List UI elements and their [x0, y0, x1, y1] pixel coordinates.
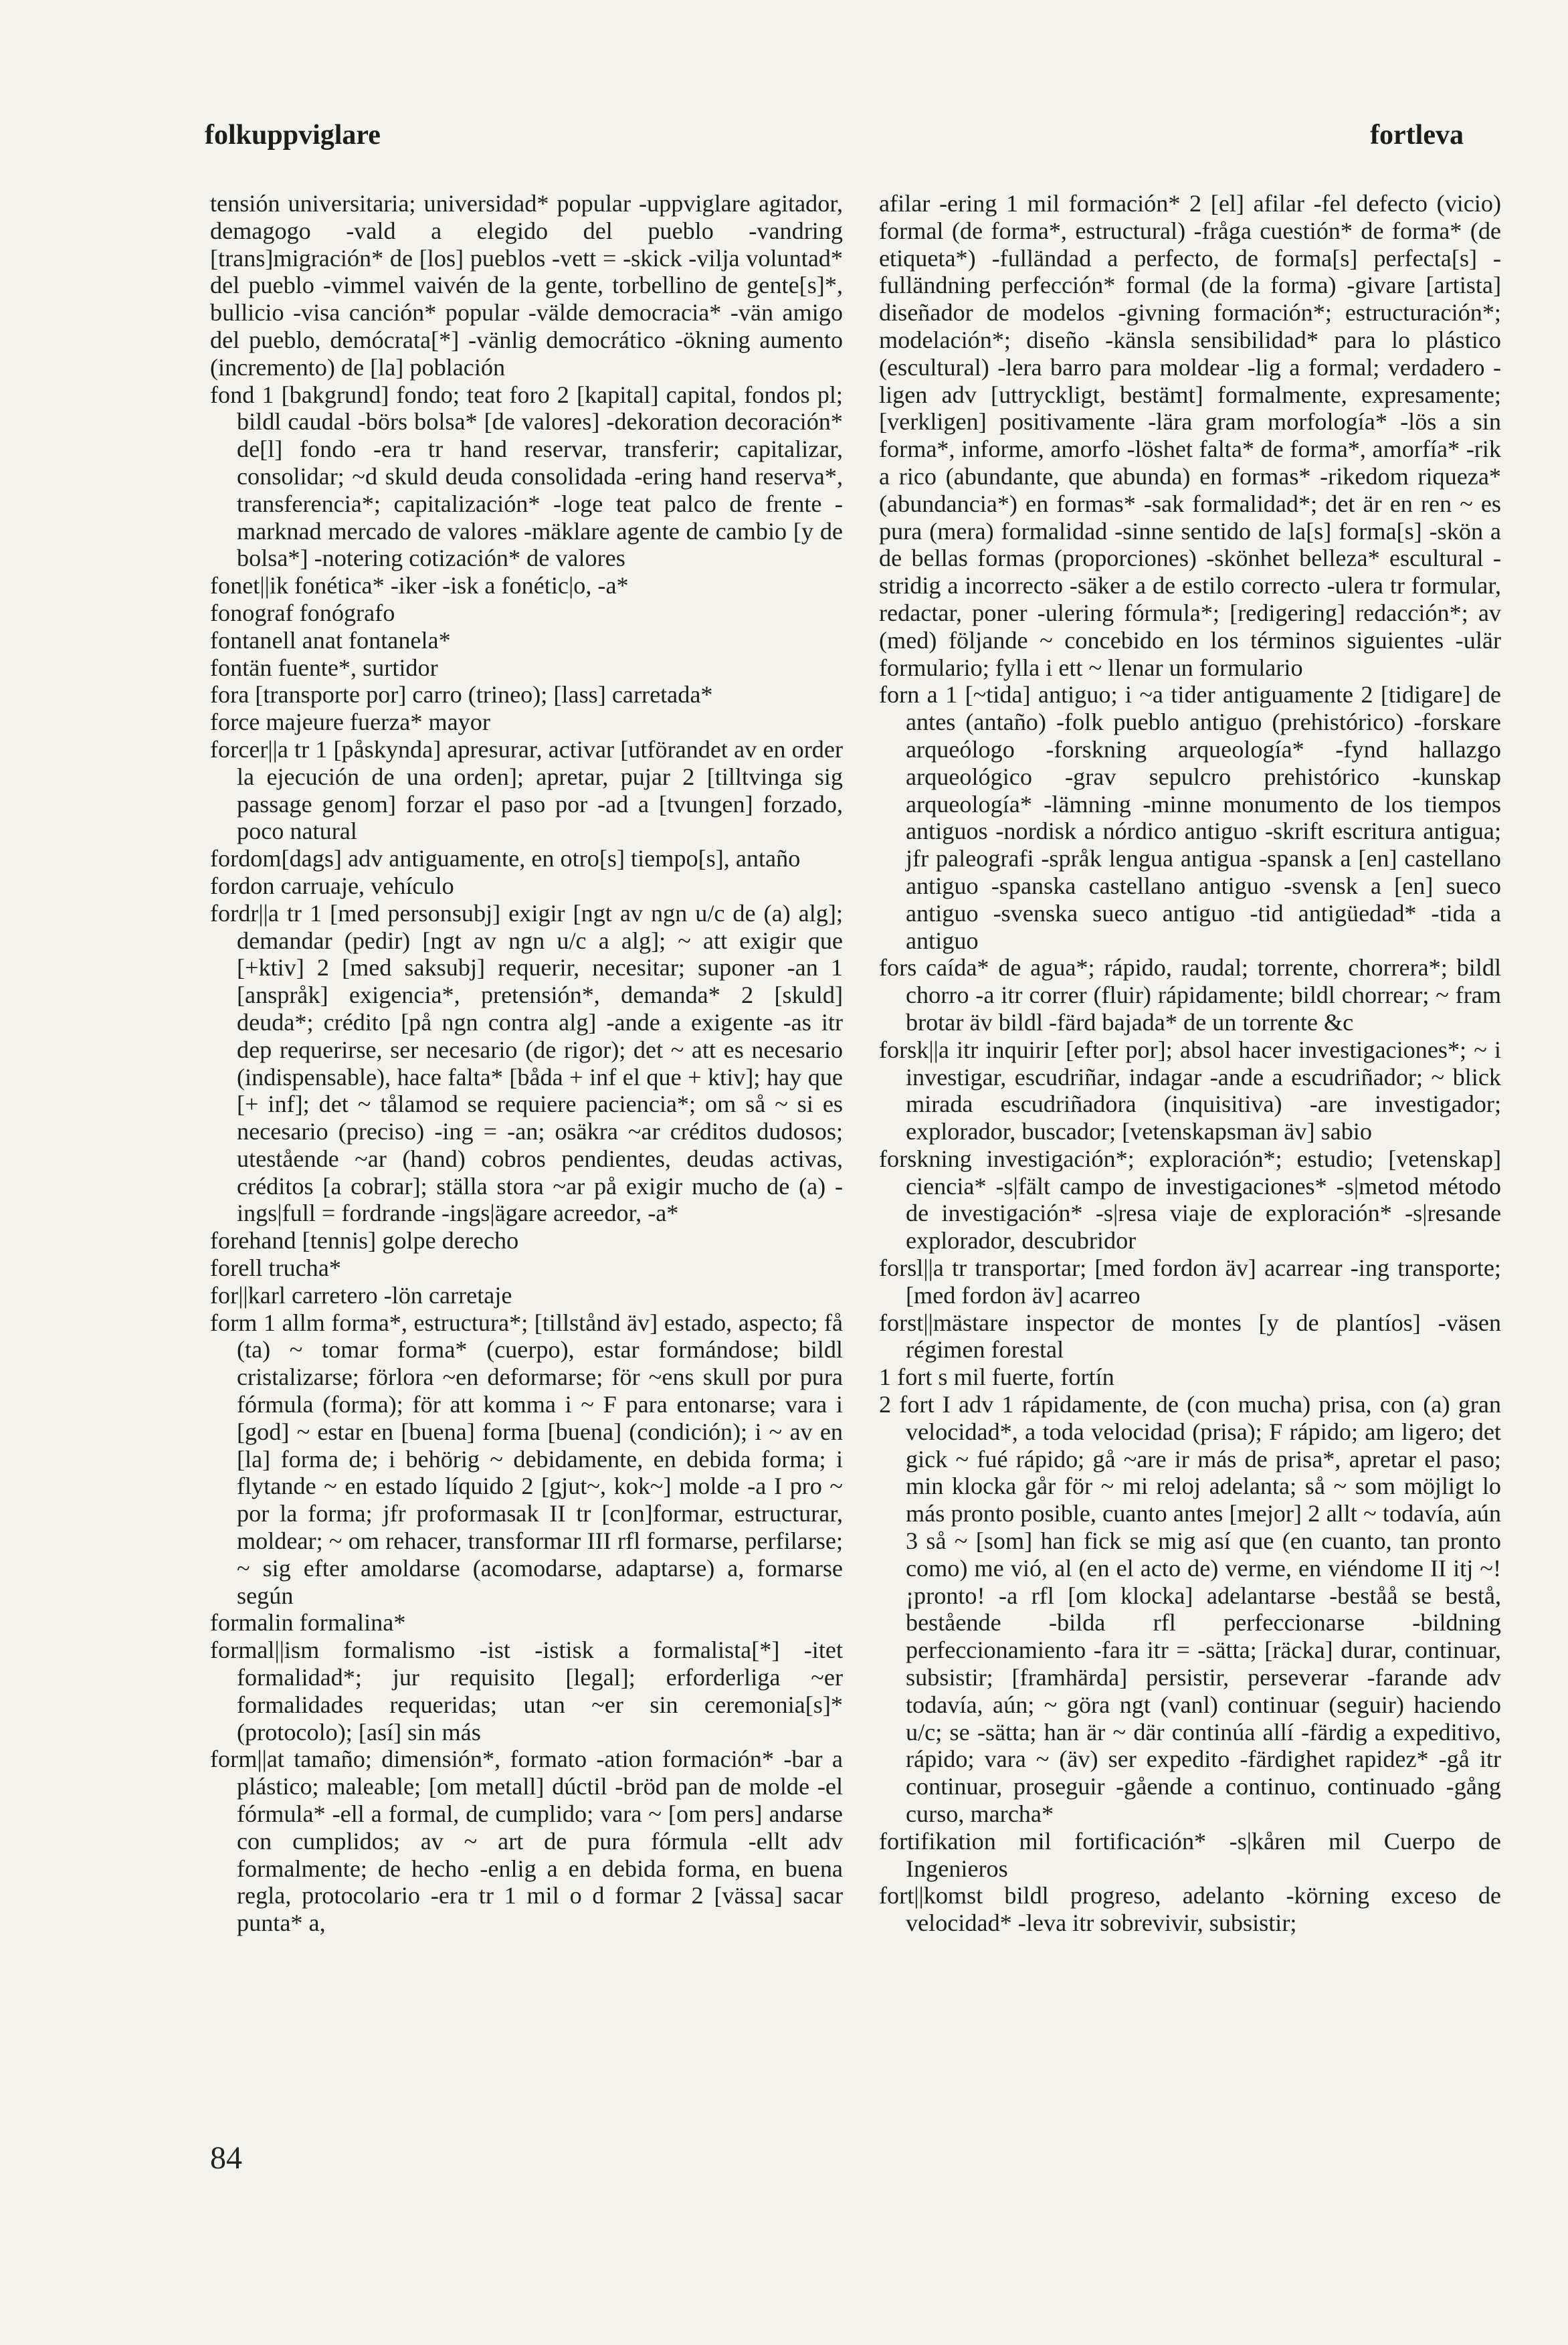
dictionary-entry: fordom[dags] adv antiguamente, en otro[s] tiempo[s], antaño	[210, 845, 801, 872]
dictionary-entry: fonet||ik fonética* -iker -isk a fonétic|o, -a*	[210, 572, 629, 599]
dictionary-entry: force majeure fuerza* mayor	[210, 709, 490, 736]
dictionary-entry: tensión universitaria; universidad* popular -uppviglare agitador, demagogo -vald a elegido del pueblo -vandring [trans]migración* de [los] pueblos -vett = -skick -vilja voluntad* del pueblo -vimmel vaivén de la gente, torbellino de gente[s]*, bullicio -visa canción* popular -välde democracia* -vän amigo del pueblo, demócrata[*] -vänlig democrático -ökning aumento (incremento) de [la] población	[210, 190, 843, 381]
dictionary-entry: fonograf fonógrafo	[210, 599, 395, 626]
dictionary-entry: forskning investigación*; exploración*; estudio; [vetenskap] ciencia* -s|fält campo de investigaciones* -s|metod método de investigación* -s|resa viaje de exploración* -s|resande explorador, descubridor	[879, 1145, 1501, 1254]
dictionary-entry: 2 fort I adv 1 rápidamente, de (con mucha) prisa, con (a) gran velocidad*, a toda velocidad (prisa); F rápido; am ligero; det gick ~ fué rápido; gå ~are ir más de prisa*, apretar el paso; min klocka går för ~ mi reloj adelanta; så ~ som möjligt lo más pronto posible, cuanto antes [mejor] 2 allt ~ todavía, aún 3 så ~ [som] han fick se mig así que (en cuanto, tan pronto como) me vió, al (en el acto de) verme, en viéndome II itj ~! ¡pronto! -a rfl [om klocka] adelantarse -beståå se bestå, bestående -bilda rfl perfeccionarse -bildning perfeccionamiento -fara itr = -sätta; [räcka] durar, continuar, subsistir; [framhärda] persistir, perseverar -farande adv todavía, aún; ~ göra ngt (vanl) continuar (seguir) haciendo u/c; se -sätta; han är ~ där continúa allí -färdig a expeditivo, rápido; vara ~ (äv) ser expedito -färdighet rapidez* -gå itr continuar, proseguir -gående a continuo, continuado -gång curso, marcha*	[879, 1391, 1501, 1828]
running-head-left: folkuppviglare	[205, 120, 381, 151]
dictionary-entry: form||at tamaño; dimensión*, formato -ation formación* -bar a plástico; maleable; [om metall] dúctil -bröd pan de molde -el fórmula* -ell a formal, de cumplido; vara ~ [om pers] andarse con cumplidos; av ~ art de pura fórmula -ellt adv formalmente; de hecho -enlig a en debida forma, en buena regla, protocolario -era tr 1 mil o d formar 2 [vässa] sacar punta* a,	[210, 1746, 843, 1937]
dictionary-entry: forst||mästare inspector de montes [y de plantíos] -väsen régimen forestal	[879, 1309, 1501, 1364]
dictionary-entry: forehand [tennis] golpe derecho	[210, 1227, 519, 1254]
dictionary-entry: fora [transporte por] carro (trineo); [lass] carretada*	[210, 681, 713, 709]
dictionary-entry: fortifikation mil fortificación* -s|kåren mil Cuerpo de Ingenieros	[879, 1827, 1501, 1882]
dictionary-entry: form 1 allm forma*, estructura*; [tillstånd äv] estado, aspecto; få (ta) ~ tomar forma* (cuerpo), estar formándose; bildl cristalizarse; förlora ~en deformarse; för ~ens skull por pura fórmula (forma); för att komma i ~ F para entonarse; vara i [god] ~ estar en [buena] forma [buena] (condición); i ~ av en [la] forma de; i behörig ~ debidamente, en debida forma; i flytande ~ en estado líquido 2 [gjut~, kok~] molde -a I pro ~ por la forma; jfr proformasak II tr [con]formar, estructurar, moldear; ~ om rehacer, transformar III rfl formarse, perfilarse; ~ sig efter amoldarse (acomodarse, adaptarse) a, formarse según	[210, 1309, 843, 1609]
dictionary-entry: fordon carruaje, vehículo	[210, 872, 454, 899]
page-number: 84	[210, 2140, 242, 2176]
dictionary-entry: formalin formalina*	[210, 1609, 406, 1636]
dictionary-entry: fort||komst bildl progreso, adelanto -körning exceso de velocidad* -leva itr sobrevivir, subsistir;	[879, 1882, 1501, 1937]
dictionary-entry: fors caída* de agua*; rápido, raudal; torrente, chorrera*; bildl chorro -a itr correr (fluir) rápidamente; bildl chorrear; ~ fram brotar äv bildl -färd bajada* de un torrente &c	[879, 954, 1501, 1036]
left-column	[210, 190, 843, 1937]
dictionary-entry: afilar -ering 1 mil formación* 2 [el] afilar -fel defecto (vicio) formal (de forma*, estructural) -fråga cuestión* de forma* (de etiqueta*) -fulländad a perfecto, de forma[s] perfecta[s] -fulländning perfección* formal (de la forma) -givare [artista] diseñador de modelos -givning formación*; estructuración*; modelación*; diseño -känsla sensibilidad* para lo plástico (escultural) -lera barro para moldear -lig a formal; verdadero -ligen adv [uttryckligt, bestämt] formalmente, expresamente; [verkligen] positivamente -lära gram morfología* -lös a sin forma*, informe, amorfo -löshet falta* de forma*, amorfía* -rik a rico (abundante, que abunda) en formas* -rikedom riqueza* (abundancia*) en formas* -sak formalidad*; det är en ren ~ es pura (mera) formalidad -sinne sentido de la[s] forma[s] -skön a de bellas formas (proporciones) -skönhet belleza* escultural -stridig a incorrecto -säker a de estilo correcto -ulera tr formular, redactar, poner -ulering fórmula*; [redigering] redacción*; av (med) följande ~ concebido en los términos siguientes -ulär formulario; fylla i ett ~ llenar un formulario	[879, 190, 1501, 681]
dictionary-entry: forell trucha*	[210, 1254, 341, 1282]
dictionary-entry: fordr||a tr 1 [med personsubj] exigir [ngt av ngn u/c de (a) alg]; demandar (pedir) [ngt av ngn u/c a alg]; ~ att exigir que [+ktiv] 2 [med saksubj] requerir, necesitar; suponer -an 1 [anspråk] exigencia*, pretensión*, demanda* 2 [skuld] deuda*; crédito [på ngn contra alg] -ande a exigente -as itr dep requerirse, ser necesario (de rigor); det ~ att es necesario (indispensable), hace falta* [båda + inf el que + ktiv]; hay que [+ inf]; det ~ tålamod se requiere paciencia*; om så ~ si es necesario (preciso) -ing = -an; osäkra ~ar créditos dudosos; utestående ~ar (hand) cobros pendientes, deudas activas, créditos [a cobrar]; ställa stora ~ar på exigir mucho de (a) -ings|full = fordrande -ings|ägare acreedor, -a*	[210, 899, 843, 1227]
dictionary-entry: forcer||a tr 1 [påskynda] apresurar, activar [utförandet av en order la ejecución de una orden]; apretar, pujar 2 [tilltvinga sig passage genom] forzar el paso por -ad a [tvungen] forzado, poco natural	[210, 735, 843, 845]
dictionary-entry: fond 1 [bakgrund] fondo; teat foro 2 [kapital] capital, fondos pl; bildl caudal -börs bolsa* [de valores] -dekoration decoración* de[l] fondo -era tr hand reservar, transferir; capitalizar, consolidar; ~d skuld deuda consolidada -ering hand reserva*, transferencia*; capitalización* -loge teat palco de frente -marknad mercado de valores -mäklare agente de cambio [y de bolsa*] -notering cotización* de valores	[210, 381, 843, 572]
dictionary-entry: for||karl carretero -lön carretaje	[210, 1281, 512, 1309]
dictionary-entry: fontanell anat fontanela*	[210, 626, 451, 654]
dictionary-entry: forn a 1 [~tida] antiguo; i ~a tider antiguamente 2 [tidigare] de antes (antaño) -folk pueblo antiguo (prehistórico) -forskare arqueólogo -forskning arqueología* -fynd hallazgo arqueológico -grav sepulcro prehistórico -kunskap arqueología* -lämning -minne monumento de los tiempos antiguos -nordisk a nórdico antiguo -skrift escritura antigua; jfr paleografi -språk lengua antigua -spansk a [en] castellano antiguo -spanska castellano antiguo -svensk a [en] sueco antiguo -svenska sueco antiguo -tid antigüedad* -tida a antiguo	[879, 681, 1501, 954]
right-column	[879, 190, 1501, 1937]
dictionary-entry: forsl||a tr transportar; [med fordon äv] acarrear -ing transporte; [med fordon äv] acarreo	[879, 1254, 1501, 1309]
dictionary-entry: 1 fort s mil fuerte, fortín	[879, 1364, 1114, 1391]
dictionary-entry: forsk||a itr inquirir [efter por]; absol hacer investigaciones*; ~ i investigar, escudriñar, indagar -ande a escudriñador; ~ blick mirada escudriñadora (inquisitiva) -are investigador; explorador, buscador; [vetenskapsman äv] sabio	[879, 1036, 1501, 1145]
dictionary-entry: fontän fuente*, surtidor	[210, 654, 438, 681]
running-head-right: fortleva	[1370, 120, 1464, 151]
dictionary-entry: formal||ism formalismo -ist -istisk a formalista[*] -itet formalidad*; jur requisito [legal]; erforderliga ~er formalidades requeridas; utan ~er sin ceremonia[s]* (protocolo); [así] sin más	[210, 1636, 843, 1746]
